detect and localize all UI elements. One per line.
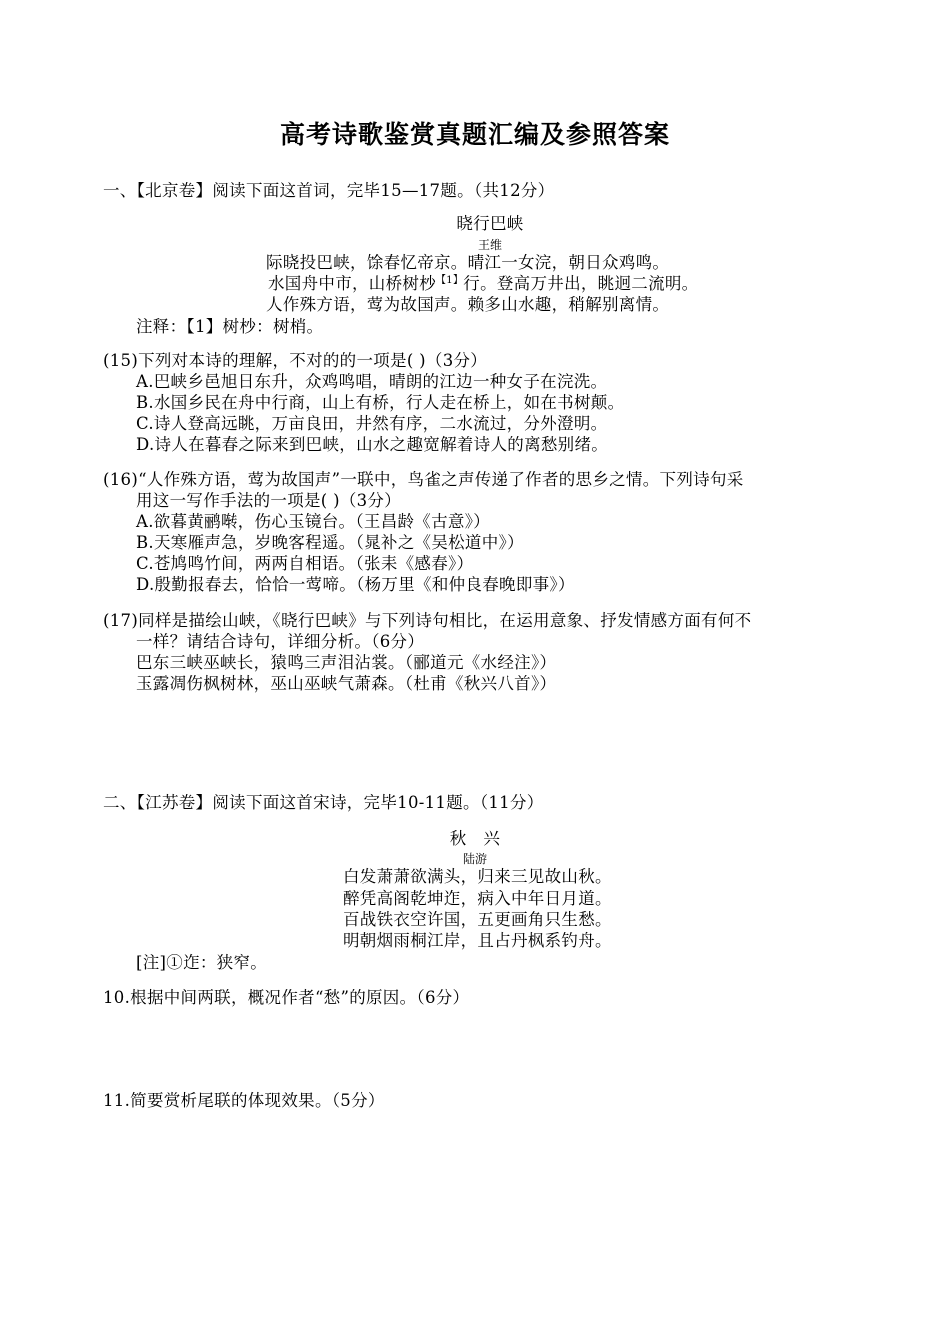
section2-heading: 二、【江苏卷】阅读下面这首宋诗，完毕10-11题。（11分） <box>103 793 544 812</box>
q15-option-d: D.诗人在暮春之际来到巴峡，山水之趣宽解着诗人的离愁别绪。 <box>136 435 609 454</box>
section1-heading: 一、【北京卷】阅读下面这首词，完毕15—17题。（共12分） <box>103 181 555 200</box>
q16-option-d: D.殷勤报春去，恰恰一莺啼。（杨万里《和仲良春晚即事》） <box>136 575 575 594</box>
q16-option-b: B.天寒雁声急，岁晚客程遥。（晁补之《吴松道中》） <box>136 533 524 552</box>
poem2-note: [注]①迮：狭窄。 <box>136 953 268 972</box>
q17-stem-line-1: (17)同样是描绘山峡，《晓行巴峡》与下列诗句相比，在运用意象、抒发情感方面有何不 <box>103 611 752 630</box>
poem2-title: 秋 兴 <box>449 829 501 848</box>
page-title: 高考诗歌鉴赏真题汇编及参照答案 <box>279 120 670 149</box>
q15-option-c: C.诗人登高远眺，万亩良田，井然有序，二水流过，分外澄明。 <box>136 414 608 433</box>
poem2-line-3: 百战铁衣空许国，五更画角只生愁。 <box>343 910 612 929</box>
poem1-line-1: 际晓投巴峡，馀春忆帝京。晴江一女浣，朝日众鸡鸣。 <box>266 253 670 272</box>
footnote-marker: 【1】 <box>436 275 464 286</box>
poem1-author: 王维 <box>477 238 502 252</box>
poem1-line-2a: 水国舟中市，山桥树杪 <box>268 274 436 293</box>
poem1-line-2b: 行。登高万井出，眺迥二流明。 <box>463 274 699 293</box>
poem1-line-3: 人作殊方语，莺为故国声。赖多山水趣，稍解别离情。 <box>266 295 670 314</box>
poem2-author: 陆游 <box>462 852 487 866</box>
q16-option-a: A.欲暮黄鹂啭，伤心玉镜台。（王昌龄《古意》） <box>136 512 491 531</box>
q16-stem-line-1: (16)“人作殊方语，莺为故国声”一联中，鸟雀之声传递了作者的思乡之情。下列诗句采 <box>103 470 744 489</box>
poem2-line-2: 醉凭高阁乾坤迮，病入中年日月道。 <box>343 889 612 908</box>
q15-stem: (15)下列对本诗的理解，不对的的一项是( )（3分） <box>103 351 488 370</box>
q17-quote-2: 玉露凋伤枫树林，巫山巫峡气萧森。（杜甫《秋兴八首》） <box>136 674 557 693</box>
q10-stem: 10.根据中间两联，概况作者“愁”的原因。（6分） <box>103 988 470 1007</box>
q16-stem-line-2: 用这一写作手法的一项是( )（3分） <box>136 491 402 510</box>
q17-stem-line-2: 一样？请结合诗句，详细分析。（6分） <box>136 632 425 651</box>
q11-stem: 11.简要赏析尾联的体现效果。（5分） <box>103 1091 385 1110</box>
q15-option-b: B.水国乡民在舟中行商，山上有桥，行人走在桥上，如在书树颠。 <box>136 393 625 412</box>
poem2-line-4: 明朝烟雨桐江岸，且占丹枫系钓舟。 <box>343 931 612 950</box>
poem1-title: 晓行巴峡 <box>456 214 524 233</box>
q15-option-a: A.巴峡乡邑旭日东升，众鸡鸣唱，晴朗的江边一种女子在浣洗。 <box>136 372 608 391</box>
poem2-line-1: 白发萧萧欲满头，归来三见故山秋。 <box>343 867 612 886</box>
q17-quote-1: 巴东三峡巫峡长，猿鸣三声泪沾裳。（郦道元《水经注》） <box>136 653 557 672</box>
poem1-line-2 <box>268 273 698 294</box>
q16-option-c: C.苍鸠鸣竹间，两两自相语。（张耒《感春》） <box>136 554 474 573</box>
poem1-note: 注释：【1】树杪：树梢。 <box>136 317 324 336</box>
